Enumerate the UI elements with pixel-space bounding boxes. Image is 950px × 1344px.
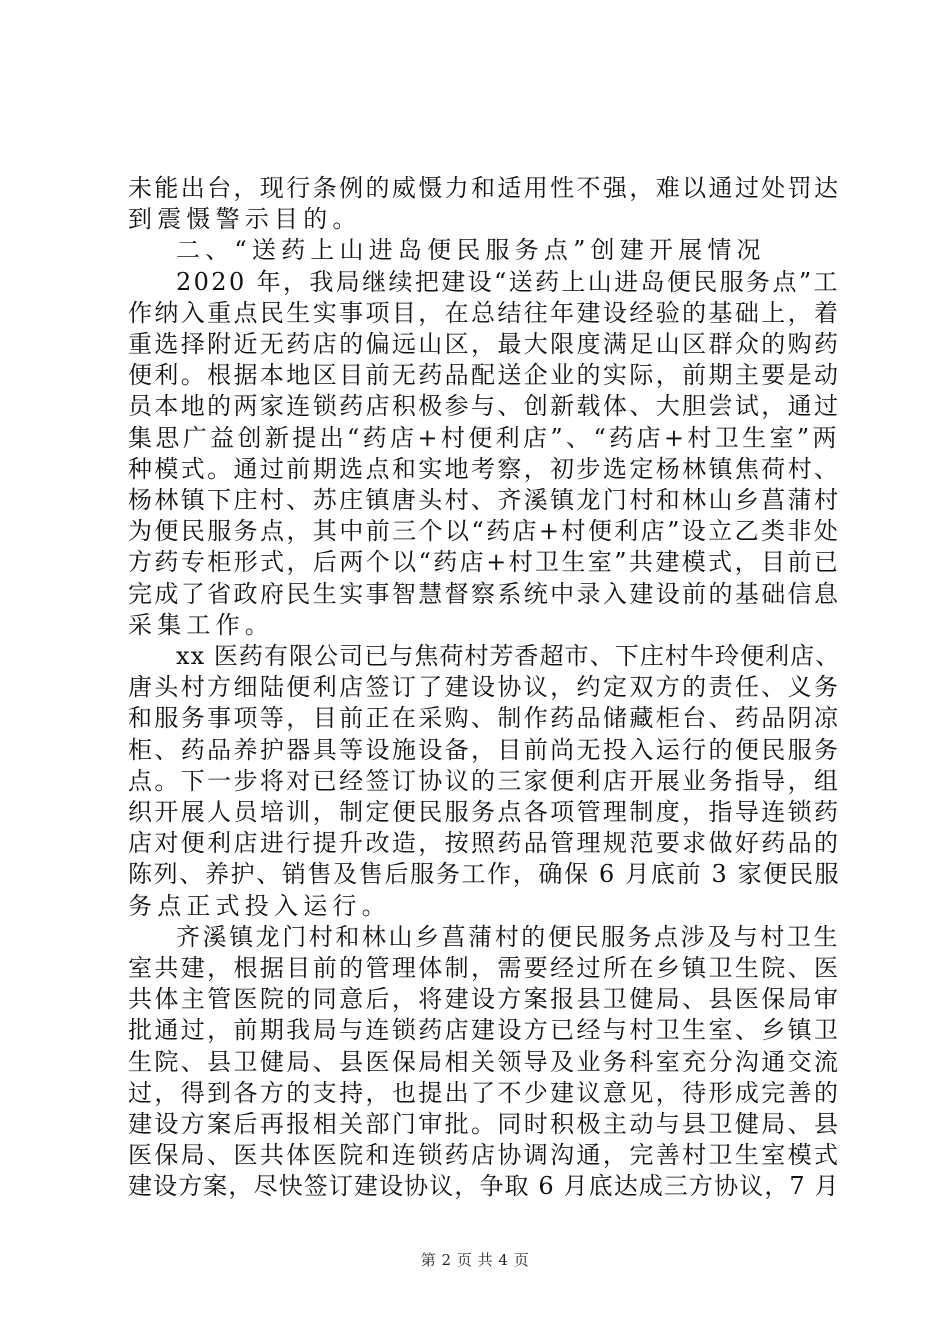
text-line: 采集工作。 [128, 610, 274, 639]
text-line: 共体主管医院的同意后，将建设方案报县卫健局、县医保局审 [128, 985, 841, 1014]
text-line: 种模式。通过前期选点和实地考察，初步选定杨林镇焦荷村、 [128, 454, 841, 483]
text-line: 重选择附近无药店的偏远山区，最大限度满足山区群众的购药 [128, 330, 841, 358]
text-line: 集思广益创新提出“药店+村便利店”、“药店+村卫生室”两 [128, 423, 840, 452]
text-line: 医保局、医共体医院和连锁药店协调沟通，完善村卫生室模式 [128, 1141, 841, 1170]
text-line: 点。下一步将对已经签订协议的三家便利店开展业务指导，组 [128, 766, 841, 795]
text-line: 过，得到各方的支持，也提出了不少建议意见，待形成完善的 [128, 1078, 841, 1107]
text-line: 室共建，根据目前的管理体制，需要经过所在乡镇卫生院、医 [128, 954, 841, 982]
text-line: xx 医药有限公司已与焦荷村芳香超市、下庄村牛玲便利店、 [176, 642, 841, 670]
section-heading: 二、“送药上山进岛便民服务点”创建开展情况 [176, 236, 766, 265]
text-line: 建设方案，尽快签订建设协议，争取 6 月底达成三方协议，7 月 [128, 1172, 840, 1201]
text-line: 为便民服务点，其中前三个以“药店+村便利店”设立乙类非处 [128, 517, 841, 546]
text-line: 2020 年，我局继续把建设“送药上山进岛便民服务点”工 [176, 267, 840, 296]
text-line: 建设方案后再报相关部门审批。同时积极主动与县卫健局、县 [128, 1110, 841, 1138]
text-line: 织开展人员培训，制定便民服务点各项管理制度，指导连锁药 [128, 798, 841, 826]
text-line: 陈列、养护、销售及售后服务工作，确保 6 月底前 3 家便民服 [128, 860, 841, 889]
text-line: 作纳入重点民生实事项目，在总结往年建设经验的基础上，着 [128, 298, 841, 327]
text-line: 杨林镇下庄村、苏庄镇唐头村、齐溪镇龙门村和林山乡菖蒲村 [128, 486, 841, 514]
text-line: 齐溪镇龙门村和林山乡菖蒲村的便民服务点涉及与村卫生 [176, 922, 840, 951]
text-line: 生院、县卫健局、县医保局相关领导及业务科室充分沟通交流 [128, 1047, 841, 1076]
text-line: 和服务事项等，目前正在采购、制作药品储藏柜台、药品阴凉 [128, 704, 841, 733]
page-footer: 第 2 页 共 4 页 [420, 1251, 530, 1269]
text-line: 唐头村方细陆便利店签订了建设协议，约定双方的责任、义务 [128, 673, 841, 702]
text-line: 员本地的两家连锁药店积极参与、创新载体、大胆尝试，通过 [128, 392, 841, 421]
text-line: 务点正式投入运行。 [128, 891, 391, 920]
text-line: 柜、药品养护器具等设施设备，目前尚无投入运行的便民服务 [128, 735, 841, 764]
text-line: 店对便利店进行提升改造，按照药品管理规范要求做好药品的 [128, 829, 841, 858]
text-line: 批通过，前期我局与连锁药店建设方已经与村卫生室、乡镇卫 [128, 1016, 841, 1045]
text-line: 未能出台，现行条例的威慑力和适用性不强，难以通过处罚达 [128, 174, 841, 202]
text-line: 便利。根据本地区目前无药品配送企业的实际，前期主要是动 [128, 361, 841, 390]
text-line: 到震慑警示目的。 [128, 205, 362, 234]
text-line: 方药专柜形式，后两个以“药店+村卫生室”共建模式，目前已 [128, 548, 841, 577]
text-line: 完成了省政府民生实事智慧督察系统中录入建设前的基础信息 [128, 579, 841, 608]
